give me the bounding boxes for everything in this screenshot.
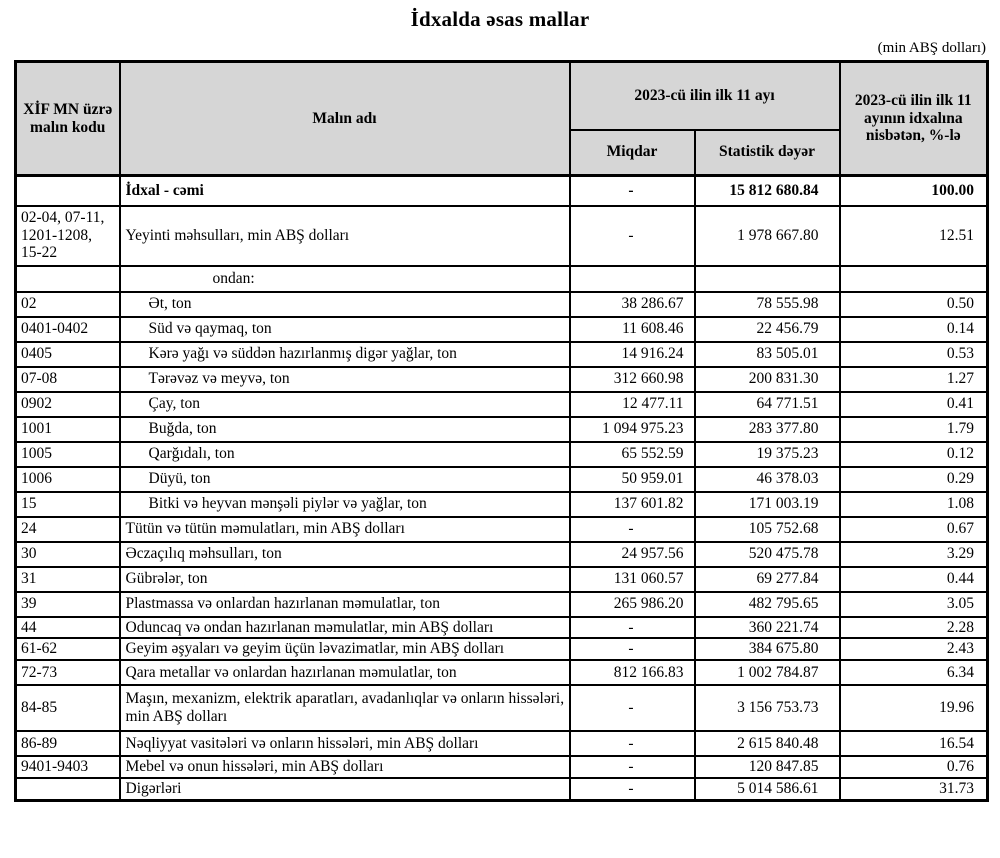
stat-value-cell: 15 812 680.84 [695,176,840,206]
commodity-code-cell: 84-85 [16,685,120,731]
share-percent-cell: 0.50 [840,292,988,317]
stat-value-cell: 1 002 784.87 [695,660,840,685]
table-row [16,517,988,542]
share-percent-cell: 1.08 [840,492,988,517]
share-percent-cell: 0.76 [840,756,988,778]
share-percent-cell: 0.14 [840,317,988,342]
page-title: İdxalda əsas mallar [410,7,590,31]
commodity-name-cell: Gübrələr, ton [120,567,570,592]
quantity-cell: - [570,617,695,639]
commodity-name-cell: Bitki və heyvan mənşəli piylər və yağlar, ton [120,492,570,517]
commodity-code-cell: 61-62 [16,638,120,660]
share-percent-cell: 19.96 [840,685,988,731]
table-row [16,442,988,467]
table-row [16,367,988,392]
share-percent-cell: 0.12 [840,442,988,467]
stat-value-cell: 360 221.74 [695,617,840,639]
header-commodity-code: XİF MN üzrə malın kodu [16,62,120,176]
commodity-name-cell: ondan: [120,266,570,292]
table-row [16,731,988,756]
stat-value-cell: 171 003.19 [695,492,840,517]
table-row [16,206,988,266]
commodity-code-cell: 02 [16,292,120,317]
commodity-name-cell: Süd və qaymaq, ton [120,317,570,342]
table-row [16,266,988,292]
share-percent-cell: 2.43 [840,638,988,660]
table-row [16,492,988,517]
quantity-cell: - [570,517,695,542]
commodity-code-cell: 0405 [16,342,120,367]
commodity-name-cell: Oduncaq və ondan hazırlanan məmulatlar, min ABŞ dolları [120,617,570,639]
stat-value-cell: 22 456.79 [695,317,840,342]
quantity-cell: 38 286.67 [570,292,695,317]
stat-value-cell: 384 675.80 [695,638,840,660]
share-percent-cell: 1.27 [840,367,988,392]
commodity-code-cell: 24 [16,517,120,542]
share-percent-cell: 3.29 [840,542,988,567]
stat-value-cell: 120 847.85 [695,756,840,778]
quantity-cell: 265 986.20 [570,592,695,617]
table-row [16,292,988,317]
share-percent-cell: 3.05 [840,592,988,617]
stat-value-cell: 78 555.98 [695,292,840,317]
share-percent-cell: 6.34 [840,660,988,685]
table-row [16,542,988,567]
commodity-code-cell: 1001 [16,417,120,442]
quantity-cell: - [570,685,695,731]
share-percent-cell: 0.67 [840,517,988,542]
quantity-cell: 1 094 975.23 [570,417,695,442]
commodity-code-cell: 1005 [16,442,120,467]
commodity-code-cell: 30 [16,542,120,567]
share-percent-cell: 16.54 [840,731,988,756]
table-row [16,617,988,639]
commodity-code-cell: 39 [16,592,120,617]
commodity-name-cell: Tütün və tütün məmulatları, min ABŞ dolları [120,517,570,542]
stat-value-cell: 64 771.51 [695,392,840,417]
commodity-code-cell: 1006 [16,467,120,492]
quantity-cell: 50 959.01 [570,467,695,492]
stat-value-cell: 46 378.03 [695,467,840,492]
commodity-name-cell: Qarğıdalı, ton [120,442,570,467]
quantity-cell: 14 916.24 [570,342,695,367]
quantity-cell: 24 957.56 [570,542,695,567]
stat-value-cell: 520 475.78 [695,542,840,567]
table-body [16,176,988,801]
stat-value-cell: 482 795.65 [695,592,840,617]
commodity-name-cell: Kərə yağı və süddən hazırlanmış digər yağlar, ton [120,342,570,367]
commodity-code-cell: 72-73 [16,660,120,685]
share-percent-cell [840,266,988,292]
stat-value-cell: 19 375.23 [695,442,840,467]
quantity-cell: 312 660.98 [570,367,695,392]
quantity-cell: - [570,778,695,800]
commodity-name-cell: Tərəvəz və meyvə, ton [120,367,570,392]
table-row [16,317,988,342]
quantity-cell: - [570,756,695,778]
quantity-cell: - [570,206,695,266]
stat-value-cell: 3 156 753.73 [695,685,840,731]
commodity-code-cell: 02-04, 07-11, 1201-1208, 15-22 [16,206,120,266]
share-percent-cell: 0.41 [840,392,988,417]
share-percent-cell: 31.73 [840,778,988,800]
share-percent-cell: 0.44 [840,567,988,592]
quantity-cell: - [570,638,695,660]
table-row [16,342,988,367]
share-percent-cell: 2.28 [840,617,988,639]
commodity-name-cell: Əczaçılıq məhsulları, ton [120,542,570,567]
table-row [16,176,988,206]
commodity-code-cell: 0902 [16,392,120,417]
commodity-name-cell: Digərləri [120,778,570,800]
table-row [16,685,988,731]
commodity-name-cell: Buğda, ton [120,417,570,442]
table-row [16,467,988,492]
commodity-name-cell: Yeyinti məhsulları, min ABŞ dolları [120,206,570,266]
share-percent-cell: 0.29 [840,467,988,492]
table-row [16,756,988,778]
header-commodity-name: Malın adı [120,62,570,176]
quantity-cell [570,266,695,292]
share-percent-cell: 12.51 [840,206,988,266]
stat-value-cell: 200 831.30 [695,367,840,392]
quantity-cell: 65 552.59 [570,442,695,467]
stat-value-cell: 1 978 667.80 [695,206,840,266]
stat-value-cell: 283 377.80 [695,417,840,442]
unit-note: (min ABŞ dolları) [877,40,986,56]
commodity-code-cell: 9401-9403 [16,756,120,778]
share-percent-cell: 100.00 [840,176,988,206]
commodity-name-cell: Qara metallar və onlardan hazırlanan məmulatlar, ton [120,660,570,685]
commodity-name-cell: Maşın, mexanizm, elektrik aparatları, avadanlıqlar və onların hissələri, min ABŞ dolları [120,685,570,731]
commodity-code-cell: 15 [16,492,120,517]
quantity-cell: - [570,176,695,206]
header-period-group: 2023-cü ilin ilk 11 ayı [570,62,840,130]
table-row [16,778,988,800]
stat-value-cell: 105 752.68 [695,517,840,542]
commodity-name-cell: Nəqliyyat vasitələri və onların hissələri, min ABŞ dolları [120,731,570,756]
header-share-percent: 2023-cü ilin ilk 11 ayının idxalına nisbətən, %-lə [840,62,988,176]
table-header [16,62,988,176]
commodity-name-cell: Mebel və onun hissələri, min ABŞ dolları [120,756,570,778]
table-row [16,392,988,417]
commodity-code-cell: 0401-0402 [16,317,120,342]
stat-value-cell: 2 615 840.48 [695,731,840,756]
share-percent-cell: 0.53 [840,342,988,367]
quantity-cell: 812 166.83 [570,660,695,685]
commodity-name-cell: İdxal - cəmi [120,176,570,206]
table-row [16,567,988,592]
header-quantity: Miqdar [570,130,695,176]
commodity-code-cell [16,176,120,206]
stat-value-cell: 5 014 586.61 [695,778,840,800]
commodity-code-cell: 86-89 [16,731,120,756]
quantity-cell: 131 060.57 [570,567,695,592]
commodity-name-cell: Düyü, ton [120,467,570,492]
header-stat-value: Statistik dəyər [695,130,840,176]
header-row-top [16,62,988,130]
commodity-name-cell: Ət, ton [120,292,570,317]
quantity-cell: - [570,731,695,756]
table-row [16,592,988,617]
table-row [16,638,988,660]
commodity-name-cell: Geyim əşyaları və geyim üçün ləvazimatlar, min ABŞ dolları [120,638,570,660]
commodity-code-cell [16,266,120,292]
stat-value-cell: 69 277.84 [695,567,840,592]
table-row [16,660,988,685]
stat-value-cell: 83 505.01 [695,342,840,367]
share-percent-cell: 1.79 [840,417,988,442]
commodity-code-cell: 31 [16,567,120,592]
quantity-cell: 137 601.82 [570,492,695,517]
commodity-name-cell: Plastmassa və onlardan hazırlanan məmulatlar, ton [120,592,570,617]
commodity-code-cell: 07-08 [16,367,120,392]
imports-table [14,60,989,802]
stat-value-cell [695,266,840,292]
table-row [16,417,988,442]
quantity-cell: 12 477.11 [570,392,695,417]
commodity-name-cell: Çay, ton [120,392,570,417]
commodity-code-cell [16,778,120,800]
commodity-code-cell: 44 [16,617,120,639]
quantity-cell: 11 608.46 [570,317,695,342]
